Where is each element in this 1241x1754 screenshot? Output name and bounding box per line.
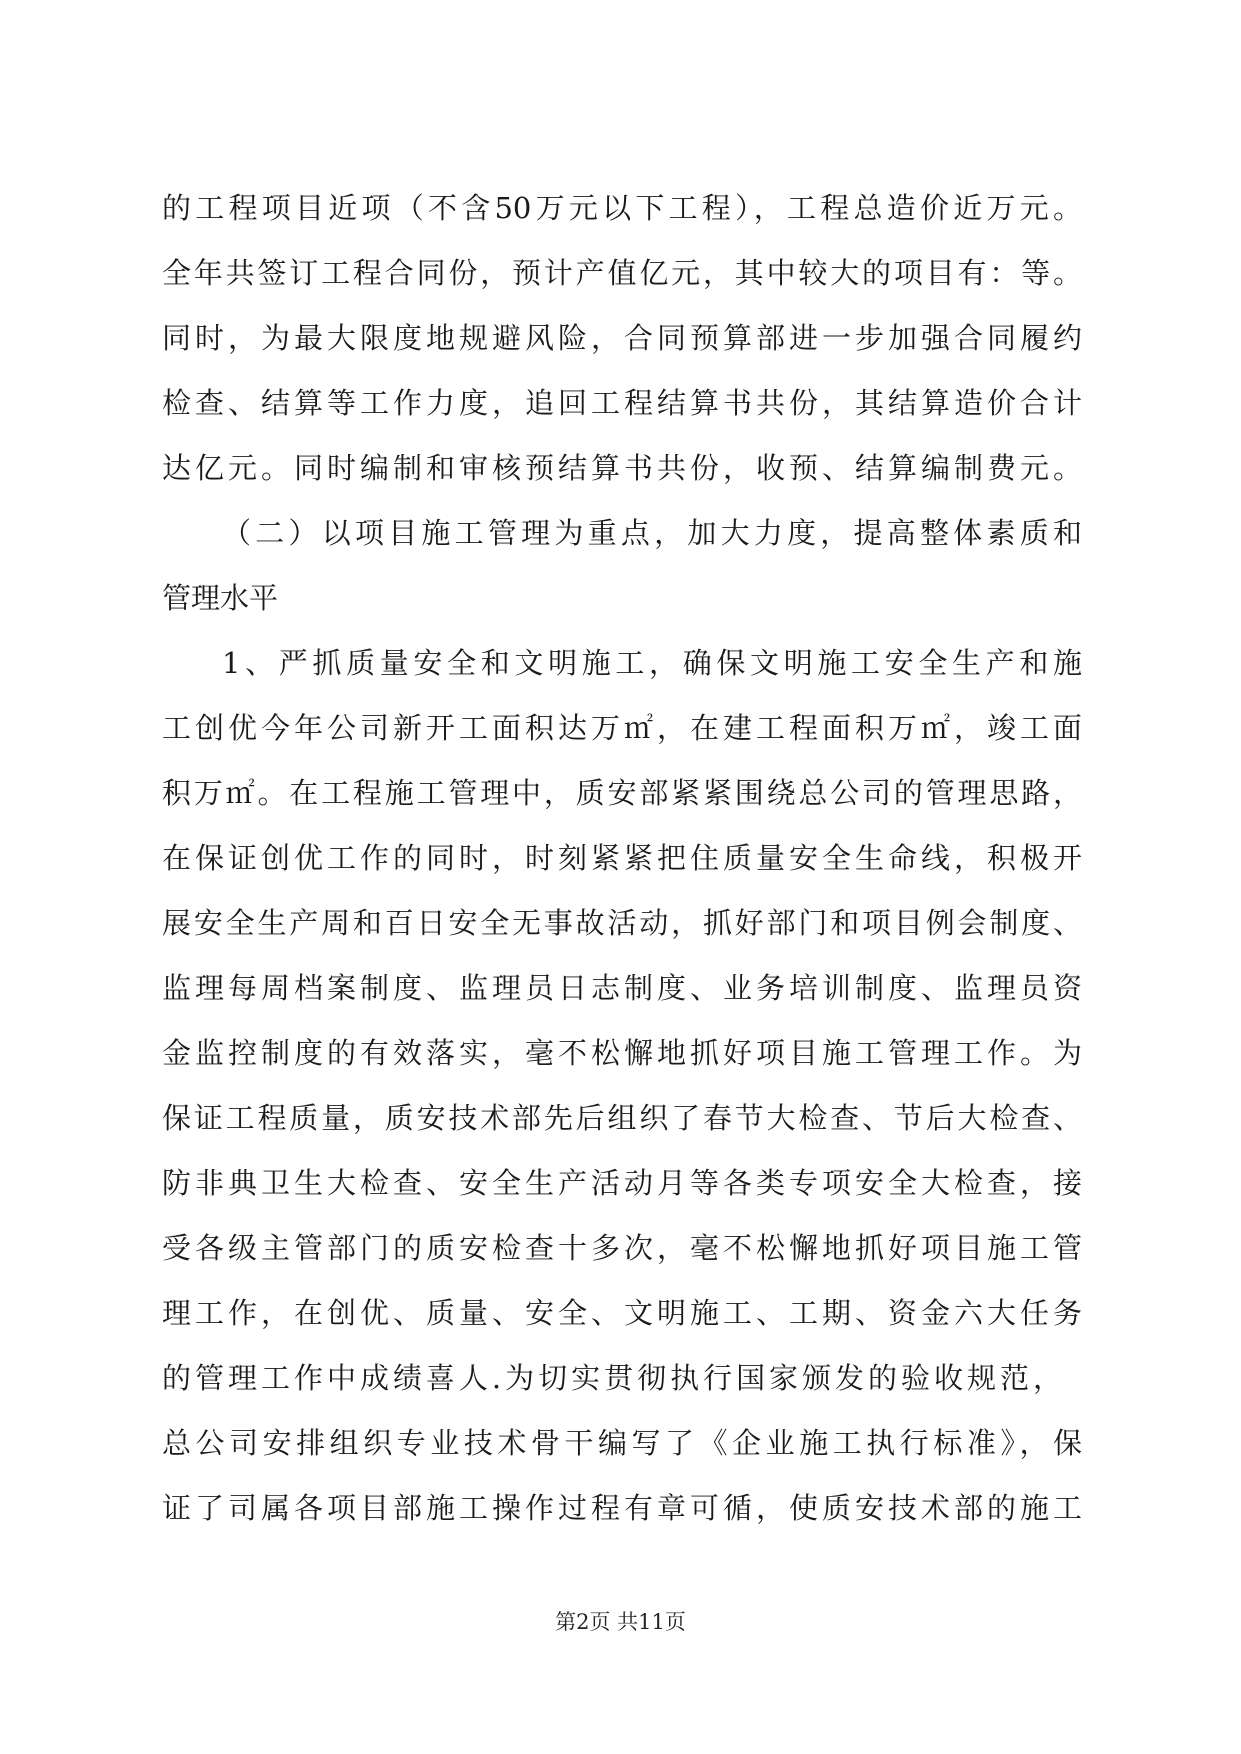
text-line-15: 保证工程质量，质安技术部先后组织了春节大检查、节后大检查、 [162,1101,1082,1135]
page-number-footer: 第2页 共11页 [555,1610,686,1634]
text-line-19: 的管理工作中成绩喜人.为切实贯彻执行国家颁发的验收规范， [162,1361,1062,1395]
text-line-1: 的工程项目近项（不含50万元以下工程），工程总造价近万元。 [162,191,1082,225]
text-line-20: 总公司安排组织专业技术骨干编写了《企业施工执行标准》，保 [162,1426,1082,1460]
text-line-12: 展安全生产周和百日安全无事故活动，抓好部门和项目例会制度、 [162,906,1082,940]
text-line-2: 全年共签订工程合同份，预计产值亿元，其中较大的项目有：等。 [162,256,1082,290]
text-line-3: 同时，为最大限度地规避风险，合同预算部进一步加强合同履约 [162,321,1082,355]
section-heading-line-2: 管理水平 [162,581,279,615]
text-line-18: 理工作，在创优、质量、安全、文明施工、工期、资金六大任务 [162,1296,1082,1330]
text-line-17: 受各级主管部门的质安检查十多次，毫不松懈地抓好项目施工管 [162,1231,1082,1265]
text-line-4: 检查、结算等工作力度，追回工程结算书共份，其结算造价合计 [162,386,1082,420]
section-heading-line-1: （二）以项目施工管理为重点，加大力度，提高整体素质和 [222,516,1082,550]
text-line-8: 1、严抓质量安全和文明施工，确保文明施工安全生产和施 [222,646,1082,680]
text-line-5: 达亿元。同时编制和审核预结算书共份，收预、结算编制费元。 [162,451,1082,485]
text-line-9: 工创优今年公司新开工面积达万㎡，在建工程面积万㎡，竣工面 [162,711,1082,745]
text-line-11: 在保证创优工作的同时，时刻紧紧把住质量安全生命线，积极开 [162,841,1082,875]
text-line-13: 监理每周档案制度、监理员日志制度、业务培训制度、监理员资 [162,971,1082,1005]
text-line-16: 防非典卫生大检查、安全生产活动月等各类专项安全大检查，接 [162,1166,1082,1200]
text-line-10: 积万㎡。在工程施工管理中，质安部紧紧围绕总公司的管理思路， [162,776,1082,810]
text-line-14: 金监控制度的有效落实，毫不松懈地抓好项目施工管理工作。为 [162,1036,1082,1070]
text-line-21: 证了司属各项目部施工操作过程有章可循，使质安技术部的施工 [162,1491,1082,1525]
